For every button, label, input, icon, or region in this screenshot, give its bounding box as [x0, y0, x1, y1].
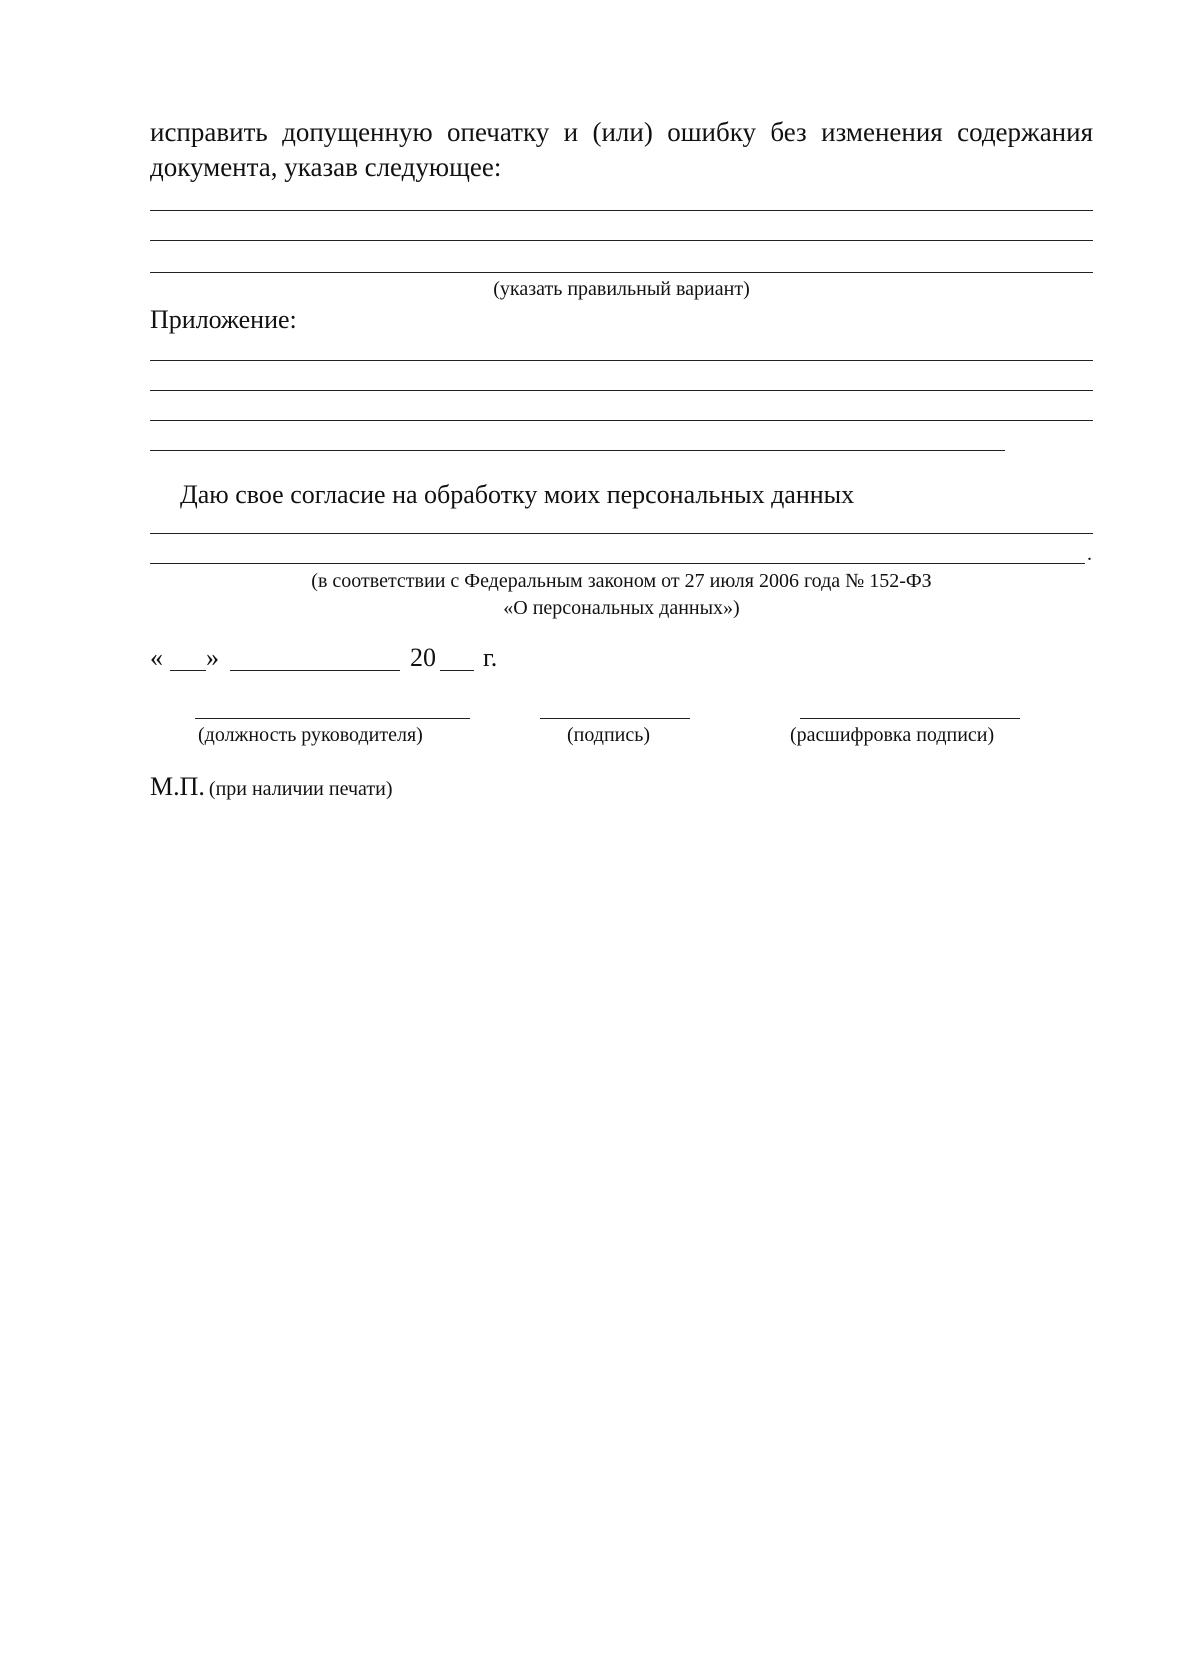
decoding-line	[800, 718, 1020, 719]
correction-line-3	[150, 272, 1093, 273]
law-reference-line-2: «О персональных данных»)	[503, 597, 740, 619]
law-reference-line-1: (в соответствии с Федеральным законом от 27 июля 2006 года № 152-ФЗ	[311, 570, 932, 592]
stamp-label: М.П.	[150, 772, 205, 801]
consent-line-2	[150, 563, 1085, 564]
decoding-caption: (расшифровка подписи)	[790, 724, 995, 746]
appendix-line-4	[150, 450, 1005, 451]
date-year-prefix: 20	[410, 643, 436, 672]
position-line	[195, 718, 470, 719]
date-year-blank	[440, 670, 474, 671]
position-caption: (должность руководителя)	[198, 724, 423, 746]
date-open-quote: «	[150, 643, 163, 672]
date-month-blank	[230, 670, 400, 671]
signature-line	[540, 718, 690, 719]
consent-period: .	[1087, 543, 1092, 565]
intro-paragraph: исправить допущенную опечатку и (или) ошибку без изменения содержания документа, указав следующее:	[150, 117, 1093, 182]
correction-line-2	[150, 240, 1093, 241]
date-close-quote: »	[206, 643, 219, 672]
appendix-line-2	[150, 390, 1093, 391]
correct-variant-caption: (указать правильный вариант)	[493, 278, 750, 300]
stamp-area	[150, 772, 392, 802]
stamp-note: (при наличии печати)	[208, 778, 393, 800]
consent-text: Даю свое согласие на обработку моих персональных данных	[180, 480, 855, 509]
correction-line-1	[150, 210, 1093, 211]
appendix-label: Приложение:	[150, 305, 297, 334]
signature-caption: (подпись)	[567, 724, 651, 746]
appendix-line-3	[150, 420, 1093, 421]
date-day-blank	[170, 670, 206, 671]
consent-line-1	[150, 533, 1093, 534]
date-year-suffix: г.	[483, 643, 498, 672]
appendix-line-1	[150, 360, 1093, 361]
